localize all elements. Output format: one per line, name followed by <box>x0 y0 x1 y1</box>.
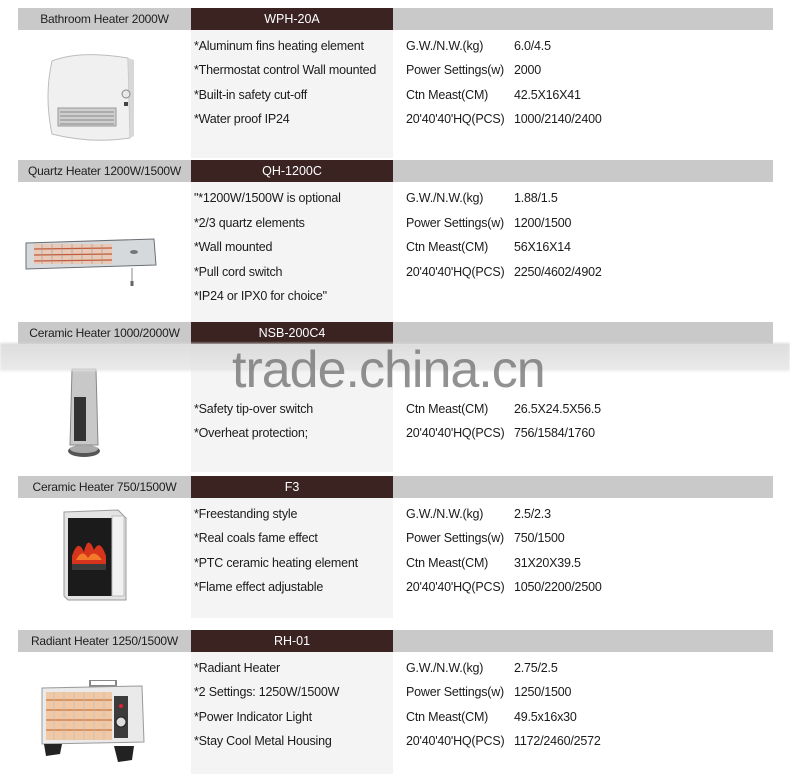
spec-value-carton: 49.5x16x30 <box>514 710 577 724</box>
spec-label-power: Power Settings(w) <box>406 63 505 77</box>
feature-item: *Radiant Heater <box>194 661 280 675</box>
feature-item: *Real coals fame effect <box>194 531 318 545</box>
feature-item: *Flame effect adjustable <box>194 580 324 594</box>
feature-item: *Built-in safety cut-off <box>194 88 308 102</box>
spec-value-power: 750/1500 <box>514 531 565 545</box>
product-name: Ceramic Heater 1000/2000W <box>29 326 180 340</box>
spec-label-carton: Ctn Meast(CM) <box>406 240 489 254</box>
spec-label-carton: Ctn Meast(CM) <box>406 710 489 724</box>
spec-label-container: 20'40'40'HQ(PCS) <box>406 112 505 126</box>
product-model: NSB-200C4 <box>191 322 393 344</box>
product-header-bar <box>18 476 773 498</box>
watermark-text: trade.china.cn <box>232 341 545 399</box>
spec-value-carton: 31X20X39.5 <box>514 556 581 570</box>
spec-value-carton: 42.5X16X41 <box>514 88 581 102</box>
product-name: Ceramic Heater 750/1500W <box>32 480 177 494</box>
product-model: RH-01 <box>191 630 393 652</box>
spec-value-weight: 6.0/4.5 <box>514 39 551 53</box>
spec-label-container: 20'40'40'HQ(PCS) <box>406 265 505 279</box>
radiant-heater-image <box>38 680 148 765</box>
tower-ceramic-heater-image <box>66 367 106 462</box>
product-model: QH-1200C <box>191 160 393 182</box>
spec-value-container: 2250/4602/4902 <box>514 265 602 279</box>
feature-item: *2/3 quartz elements <box>194 216 305 230</box>
feature-item: "*1200W/1500W is optional <box>194 191 341 205</box>
spec-label-power: Power Settings(w) <box>406 216 505 230</box>
feature-item: *Safety tip-over switch <box>194 402 314 416</box>
product-model: F3 <box>191 476 393 498</box>
spec-label-carton: Ctn Meast(CM) <box>406 556 489 570</box>
spec-label-weight: G.W./N.W.(kg) <box>406 39 484 53</box>
product-header-bar <box>18 8 773 30</box>
spec-value-power: 2000 <box>514 63 542 77</box>
product-header-bar <box>18 160 773 182</box>
product-block-f3 <box>0 476 790 626</box>
spec-value-power: 1250/1500 <box>514 685 572 699</box>
spec-value-carton: 56X16X14 <box>514 240 571 254</box>
product-name: Quartz Heater 1200W/1500W <box>27 164 182 178</box>
fireplace-heater-image <box>62 508 128 602</box>
product-model: WPH-20A <box>191 8 393 30</box>
product-name: Radiant Heater 1250/1500W <box>30 634 179 648</box>
feature-item: *Stay Cool Metal Housing <box>194 734 332 748</box>
feature-item: *Freestanding style <box>194 507 298 521</box>
product-header-bar <box>18 630 773 652</box>
feature-item: *Power Indicator Light <box>194 710 312 724</box>
feature-item: *Overheat protection; <box>194 426 308 440</box>
spec-label-carton: Ctn Meast(CM) <box>406 88 489 102</box>
feature-item: *Pull cord switch <box>194 265 283 279</box>
spec-label-weight: G.W./N.W.(kg) <box>406 661 484 675</box>
spec-value-container: 756/1584/1760 <box>514 426 595 440</box>
spec-label-container: 20'40'40'HQ(PCS) <box>406 580 505 594</box>
spec-label-weight: G.W./N.W.(kg) <box>406 191 484 205</box>
spec-value-container: 1172/2460/2572 <box>514 734 601 748</box>
spec-value-container: 1050/2200/2500 <box>514 580 602 594</box>
spec-value-container: 1000/2140/2400 <box>514 112 602 126</box>
spec-value-weight: 1.88/1.5 <box>514 191 558 205</box>
spec-label-container: 20'40'40'HQ(PCS) <box>406 734 505 748</box>
quartz-wall-heater-image <box>22 235 162 295</box>
product-block-wph-20a <box>0 8 790 158</box>
feature-item: *Water proof IP24 <box>194 112 290 126</box>
feature-item: *2 Settings: 1250W/1500W <box>194 685 340 699</box>
spec-label-weight: G.W./N.W.(kg) <box>406 507 484 521</box>
spec-label-power: Power Settings(w) <box>406 685 505 699</box>
spec-value-power: 1200/1500 <box>514 216 572 230</box>
feature-item: *IP24 or IPX0 for choice" <box>194 289 327 303</box>
spec-label-power: Power Settings(w) <box>406 531 505 545</box>
product-name: Bathroom Heater 2000W <box>40 12 169 26</box>
wall-mounted-fan-heater-image <box>40 46 140 146</box>
spec-label-container: 20'40'40'HQ(PCS) <box>406 426 505 440</box>
feature-item: *Aluminum fins heating element <box>194 39 364 53</box>
feature-item: *Thermostat control Wall mounted <box>194 63 377 77</box>
product-block-qh-1200c <box>0 160 790 320</box>
spec-value-weight: 2.75/2.5 <box>514 661 558 675</box>
spec-label-carton: Ctn Meast(CM) <box>406 402 489 416</box>
product-block-rh-01 <box>0 630 790 774</box>
spec-value-weight: 2.5/2.3 <box>514 507 551 521</box>
spec-value-carton: 26.5X24.5X56.5 <box>514 402 601 416</box>
feature-item: *PTC ceramic heating element <box>194 556 358 570</box>
feature-item: *Wall mounted <box>194 240 273 254</box>
